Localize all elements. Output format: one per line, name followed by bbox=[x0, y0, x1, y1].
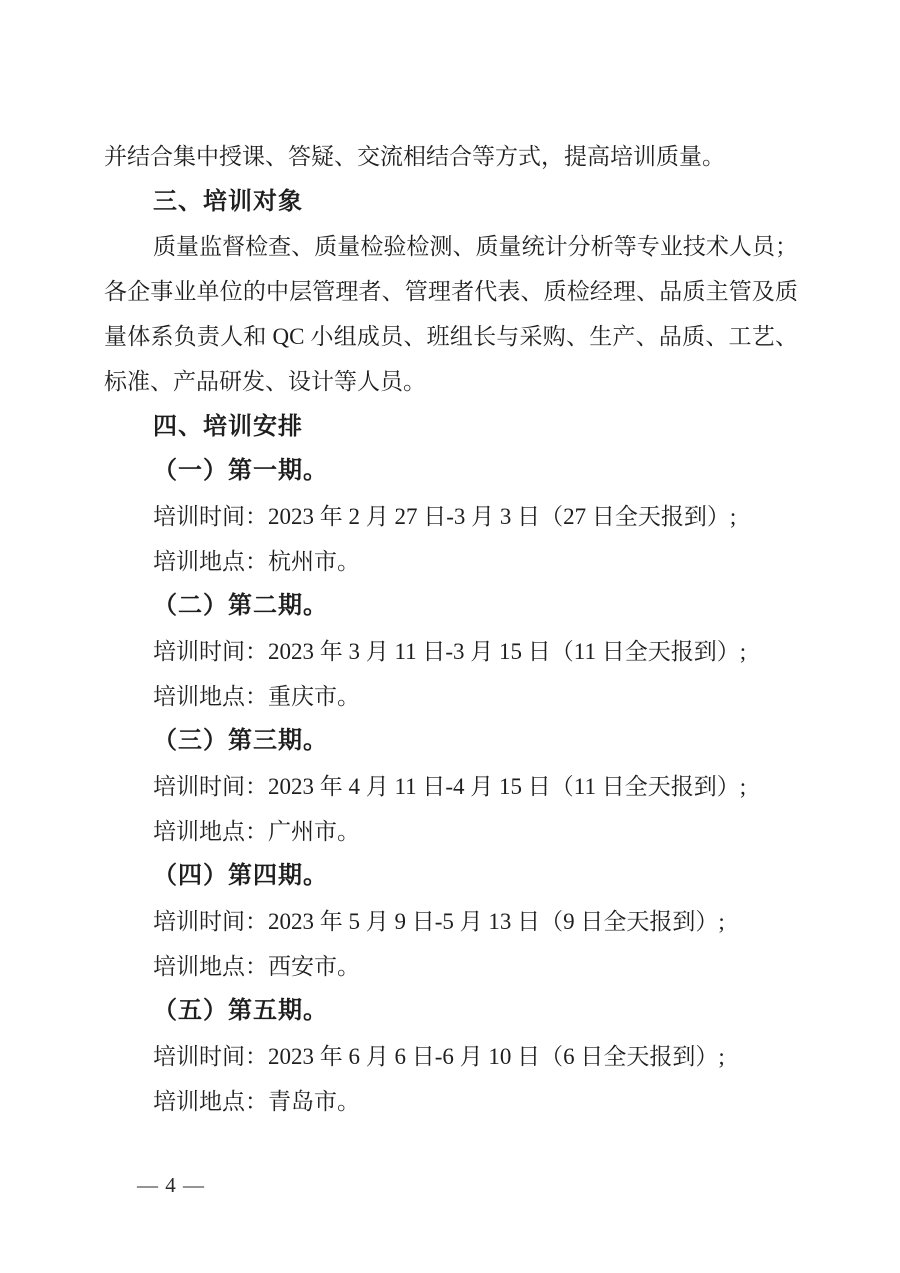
section-3-body bbox=[104, 224, 798, 404]
session-location: 培训地点：杭州市。 bbox=[153, 549, 360, 574]
session-block-2 bbox=[104, 584, 798, 719]
session-title: （二）第二期。 bbox=[153, 593, 328, 619]
session-location: 培训地点：青岛市。 bbox=[153, 1089, 360, 1114]
session-block-3 bbox=[104, 719, 798, 854]
intro-paragraph-continuation: 并结合集中授课、答疑、交流相结合等方式，提高培训质量。 bbox=[104, 144, 725, 169]
body-line: 量体系负责人和 QC 小组成员、班组长与采购、生产、品质、工艺、 bbox=[104, 324, 798, 349]
session-location: 培训地点：广州市。 bbox=[153, 819, 360, 844]
session-block-1 bbox=[104, 449, 798, 584]
session-time: 培训时间：2023 年 6 月 6 日-6 月 10 日（6 日全天报到）; bbox=[153, 1044, 725, 1069]
session-time: 培训时间：2023 年 3 月 11 日-3 月 15 日（11 日全天报到）; bbox=[153, 639, 747, 664]
session-title: （四）第四期。 bbox=[153, 863, 328, 889]
session-time: 培训时间：2023 年 2 月 27 日-3 月 3 日（27 日全天报到）; bbox=[153, 504, 737, 529]
section-3-heading: 三、培训对象 bbox=[153, 188, 303, 215]
session-time: 培训时间：2023 年 4 月 11 日-4 月 15 日（11 日全天报到）; bbox=[153, 774, 747, 799]
session-time: 培训时间：2023 年 5 月 9 日-5 月 13 日（9 日全天报到）; bbox=[153, 909, 725, 934]
session-location: 培训地点：西安市。 bbox=[153, 954, 360, 979]
page-number: — 4 — bbox=[137, 1173, 205, 1197]
session-location: 培训地点：重庆市。 bbox=[153, 684, 360, 709]
body-line: 各企事业单位的中层管理者、管理者代表、质检经理、品质主管及质 bbox=[104, 279, 798, 304]
body-line: 质量监督检查、质量检验检测、质量统计分析等专业技术人员； bbox=[153, 234, 798, 259]
session-title: （五）第五期。 bbox=[153, 998, 328, 1024]
session-title: （三）第三期。 bbox=[153, 728, 328, 754]
session-title: （一）第一期。 bbox=[153, 458, 328, 484]
body-line: 标准、产品研发、设计等人员。 bbox=[104, 369, 426, 394]
document-content bbox=[104, 134, 798, 1124]
session-block-5 bbox=[104, 989, 798, 1124]
session-block-4 bbox=[104, 854, 798, 989]
section-4-heading: 四、培训安排 bbox=[153, 413, 303, 440]
